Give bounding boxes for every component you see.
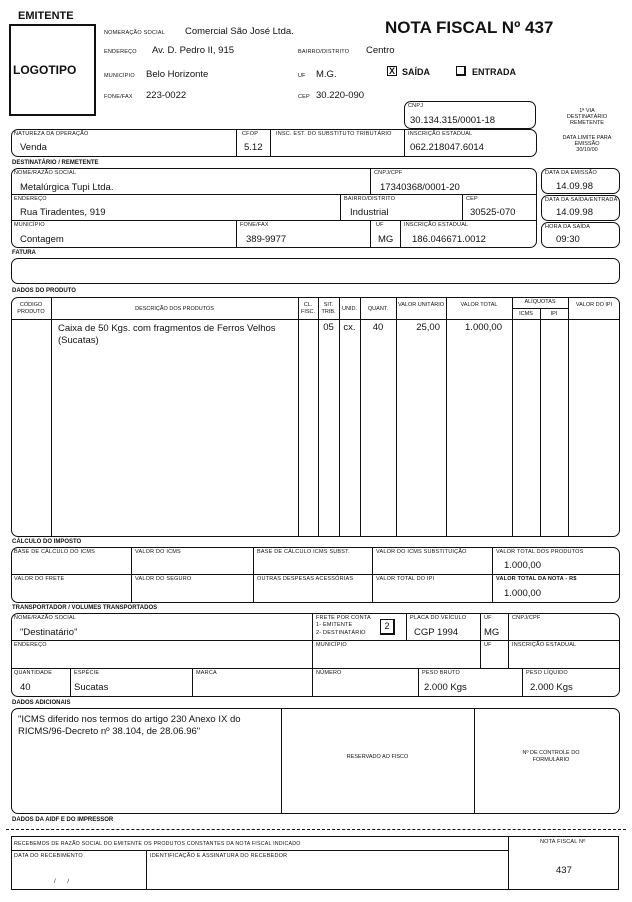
divider [512,297,513,537]
label-endereco-emitente: ENDEREÇO [104,49,137,55]
frete-code-box[interactable]: 2 [380,619,395,635]
item-descricao: Caixa de 50 Kgs. com fragmentos de Ferros Velhos (Sucatas) [58,323,276,346]
label-seguro: VALOR DO SEGURO [135,576,192,582]
divider [11,850,508,851]
quantidade: 40 [20,682,31,693]
hora-saida: 09:30 [556,234,580,245]
divider [146,850,147,890]
frete-opt2: 2- DESTINATÁRIO [316,630,366,636]
divider [281,708,282,814]
label-data-saida: DATA DA SAÍDA/ENTRADA [545,197,618,203]
divider [404,129,405,157]
divider [11,640,620,641]
cut-line [6,829,626,830]
divider [131,547,132,603]
label-fone-dest: FONE/FAX [240,222,269,228]
label-peso-bruto: PESO BRUTO [422,670,460,676]
endereco-dest: Rua Tiradentes, 919 [20,207,106,218]
nf-numero-canhoto: 437 [556,865,572,876]
divider [11,220,537,221]
label-endereco-transp: ENDEREÇO [14,642,47,648]
peso-liquido: 2.000 Kgs [530,682,573,693]
label-endereco-dest: ENDEREÇO [14,196,47,202]
label-valor-subst: VALOR DO ICMS SUBSTITUIÇÃO [376,549,467,555]
label-uf-emitente: UF [298,73,306,79]
label-peso-liquido: PESO LÍQUIDO [526,670,568,676]
nota-title: NOTA FISCAL Nº 437 [385,18,554,37]
label-fone-emitente: FONE/FAX [104,94,133,100]
validade-text: DATA LIMITE PARA EMISSÃO 30/10/00 [562,135,612,153]
divider [11,668,620,669]
divider [480,613,481,668]
label-bairro-emitente: BAIRRO/DISTRITO [298,49,350,55]
entrada-label: ENTRADA [472,67,516,77]
via-text: 1ª VIA DESTINATÁRIO REMETENTE [566,108,608,126]
adicionais-texto: "ICMS diferido nos termos do artigo 230 Anexo IX do RICMS/96-Decreto nº 38.104, de 28.06.96" [18,714,241,737]
divider [340,194,341,220]
divider [270,129,271,157]
razao-emitente: Comercial São José Ltda. [185,26,294,37]
transportador-title: TRANSPORTADOR / VOLUMES TRANSPORTADOS [12,605,158,611]
divider [51,297,52,537]
label-nome-transp: NOME/RAZÃO SOCIAL [14,615,77,621]
cnpj-emitente: 30.134.315/0001-18 [410,115,496,126]
data-saida: 14.09.98 [556,207,593,218]
header-codigo: CÓDIGO PRODUTO [17,302,45,315]
divider [318,297,319,537]
header-aliquotas: ALÍQUOTAS [524,299,556,305]
uf-dest: MG [378,234,394,245]
especie: Sucatas [74,682,109,693]
fone-emitente: 223-0022 [146,90,187,101]
label-total-nota: VALOR TOTAL DA NOTA - R$ [496,576,577,582]
label-ie-subst: INSC. EST. DO SUBSTITUTO TRIBUTÁRIO [276,131,392,137]
label-cep-dest: CEP [466,196,478,202]
header-valor-ipi: VALOR DO IPI [575,302,613,308]
label-cnpj-transp: CNPJ/CPF [512,615,541,621]
produtos-title: DADOS DO PRODUTO [12,288,76,294]
adicionais-title: DADOS ADICIONAIS [12,700,71,706]
nome-dest: Metalúrgica Tupi Ltda. [20,182,114,193]
label-marca: MARCA [196,670,217,676]
label-base-icms: BASE DE CÁLCULO DO ICMS [14,549,96,555]
header-quant: QUANT. [367,306,389,312]
ie-dest: 186.046671.0012 [412,234,486,245]
data-slashes: / / [54,879,70,885]
divider [418,668,419,697]
cfop: 5.12 [244,142,263,153]
label-frete-conta: FRETE POR CONTA [316,615,371,621]
header-valor-unit: VALOR UNITÁRIO [397,302,445,308]
divider [522,668,523,697]
divider [474,708,475,814]
divider [360,297,361,537]
fone-dest: 389-9977 [246,234,287,245]
label-nome-dest: NOME/RAZÃO SOCIAL [14,170,77,176]
fatura-box [11,258,620,284]
label-nf-canhoto: NOTA FISCAL Nº [540,839,586,845]
reservado-fisco: RESERVADO AO FISCO [346,754,409,760]
label-data-recebimento: DATA DO RECEBIMENTO [14,853,83,859]
label-ie-transp: INSCRIÇÃO ESTADUAL [512,642,577,648]
item-unid: cx. [343,322,356,333]
uf-transp: MG [484,627,500,638]
bairro-dest: Industrial [350,207,389,218]
divider [312,613,313,697]
label-placa: PLACA DO VEÍCULO [410,615,467,621]
label-valor-icms: VALOR DO ICMS [135,549,181,555]
recebemos-text: RECEBEMOS DE RAZÃO SOCIAL DO EMITENTE OS PRODUTOS CONSTANTES DA NOTA FISCAL INDICADO [14,841,301,847]
header-ipi: IPI [550,311,558,317]
divider [11,574,620,575]
header-sit-trib: SIT. TRIB. [321,302,336,315]
ie-emitente: 062.218047.6014 [410,142,484,153]
destinatario-title: DESTINATÁRIO / REMETENTE [12,160,99,166]
label-ie-dest: INSCRIÇÃO ESTADUAL [404,222,469,228]
logo-text: LOGOTIPO [13,63,77,77]
label-natureza: NATUREZA DA OPERAÇÃO [14,131,89,137]
divider [568,297,569,537]
divider [462,194,463,220]
divider [508,613,509,668]
header-valor-total: VALOR TOTAL [460,302,498,308]
divider [370,168,371,194]
label-ie-emitente: INSCRIÇÃO ESTADUAL [408,131,473,137]
label-quantidade: QUANTIDADE [14,670,53,676]
label-data-emissao: DATA DA EMISSÃO [545,170,598,176]
label-cnpj-dest: CNPJ/CPF [374,170,403,176]
divider [400,220,401,248]
divider [508,836,509,890]
label-municipio-dest: MUNICÍPIO [14,222,45,228]
cep-emitente: 30.220-090 [316,90,365,101]
endereco-emitente: Av. D. Pedro II, 915 [152,45,235,56]
label-razao-emitente: NOMERAÇÃO SOCIAL [104,30,165,36]
divider [396,297,397,537]
header-icms: ICMS [519,311,533,317]
frete-opt1: 1- EMITENTE [316,622,353,628]
item-valor-unit: 25,00 [416,322,440,333]
cnpj-dest: 17340368/0001-20 [380,182,460,193]
label-numero: NÚMERO [316,670,342,676]
municipio-dest: Contagem [20,234,64,245]
label-frete: VALOR DO FRETE [14,576,65,582]
label-uf-transp: UF [484,615,492,621]
label-cep-emitente: CEP [298,94,310,100]
label-uf2-transp: UF [484,642,492,648]
label-identificacao: IDENTIFICAÇÃO E ASSINATURA DO RECEBEDOR [150,853,288,859]
divider [236,220,237,248]
placa: CGP 1994 [414,627,459,638]
bairro-emitente: Centro [366,45,395,56]
label-cfop: CFOP [242,131,259,137]
total-produtos: 1.000,00 [504,560,541,571]
label-bairro-dest: BAIRRO/DISTRITO [344,196,396,202]
divider [11,194,537,195]
label-ipi-total: VALOR TOTAL DO IPI [376,576,435,582]
fatura-title: FATURA [12,250,36,256]
entrada-checkbox[interactable] [456,66,466,76]
label-cnpj-emitente: CNPJ [408,103,424,109]
divider [339,297,340,537]
label-hora-saida: HORA DA SAÍDA [545,224,591,230]
label-municipio-emitente: MUNICÍPIO [104,73,135,79]
divider [446,297,447,537]
controle-formulario: Nº DE CONTROLE DO FORMULÁRIO [522,750,580,763]
divider [540,308,541,537]
uf-emitente: M.G. [316,69,337,80]
divider [492,547,493,603]
nome-transp: "Destinatário" [20,627,78,638]
total-nota: 1.000,00 [504,588,541,599]
label-total-produtos: VALOR TOTAL DOS PRODUTOS [496,549,584,555]
divider [406,613,407,640]
divider [236,129,237,157]
divider [192,668,193,697]
saida-checkbox[interactable]: X [388,66,395,76]
label-uf-dest: UF [376,222,384,228]
header-descricao: DESCRIÇÃO DOS PRODUTOS [135,306,214,312]
cep-dest: 30525-070 [470,207,516,218]
label-municipio-transp: MUNICÍPIO [316,642,347,648]
item-sit-trib: 05 [323,322,334,333]
divider [370,220,371,248]
label-outras: OUTRAS DESPESAS ACESSÓRIAS [257,576,354,582]
divider [70,668,71,697]
saida-label: SAÍDA [402,67,431,77]
municipio-emitente: Belo Horizonte [146,69,209,80]
label-base-subst: BASE DE CÁLCULO ICMS SUBST. [257,549,350,555]
item-quant: 40 [372,322,384,333]
natureza: Venda [20,142,47,153]
divider [372,547,373,603]
header-cl-fiscal: CL. FISC. [300,302,316,315]
emitente-title: EMITENTE [18,10,74,22]
label-especie: ESPÉCIE [74,670,100,676]
peso-bruto: 2.000 Kgs [424,682,467,693]
item-valor-total: 1.000,00 [465,322,502,333]
divider [253,547,254,603]
data-emissao: 14.09.98 [556,181,593,192]
impressor-title: DADOS DA AIDF E DO IMPRESSOR [12,817,114,823]
divider [298,297,299,537]
header-unid: UNID. [342,306,357,312]
divider [11,319,620,320]
imposto-title: CÁLCULO DO IMPOSTO [12,539,82,545]
